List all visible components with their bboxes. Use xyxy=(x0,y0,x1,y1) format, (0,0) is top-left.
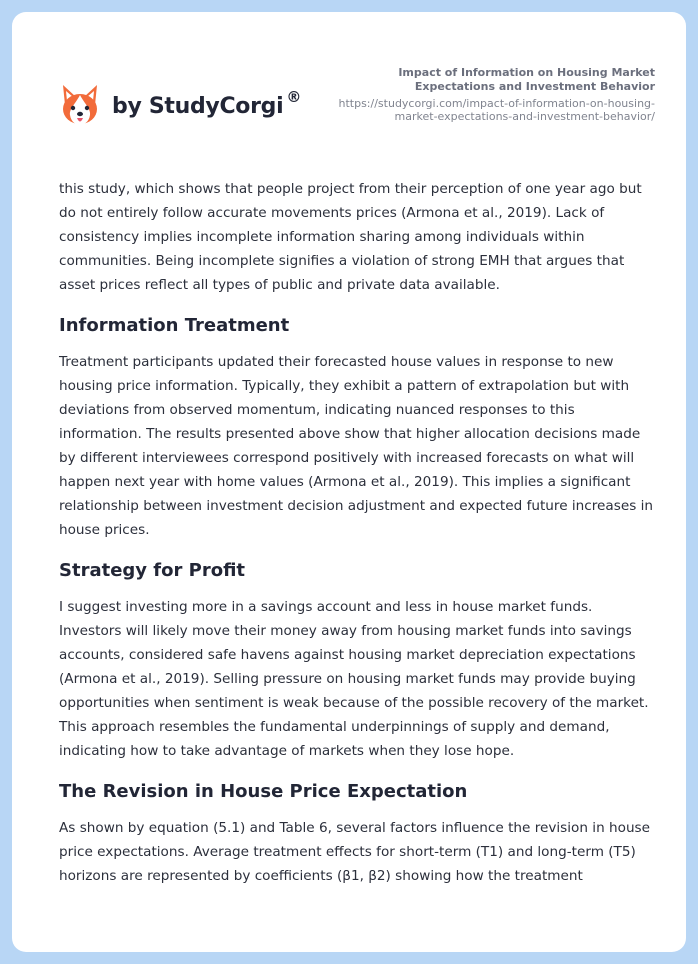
heading-information-treatment: Information Treatment xyxy=(59,315,290,336)
document-url[interactable]: https://studycorgi.com/impact-of-information-on-housing-market-expectations-and-investment-behavior/ xyxy=(338,97,655,123)
heading-revision-house-price: The Revision in House Price Expectation xyxy=(59,781,468,802)
document-meta xyxy=(315,66,655,123)
document-title: Impact of Information on Housing Market Expectations and Investment Behavior xyxy=(398,66,655,93)
studycorgi-logo[interactable] xyxy=(60,76,301,136)
registered-mark: ® xyxy=(286,88,302,106)
paragraph-strategy-for-profit: I suggest investing more in a savings account and less in house market funds. Investors will likely move their money away from housing market funds into savings accounts, considered safe havens against housing market depreciation expectations (Armona et al., 2019). Selling pressure on housing market funds may provide buying opportunities when sentiment is weak because of the possible recovery of the market. This approach resembles the fundamental underpinnings of supply and demand, indicating how to take advantage of markets when they lose hope. xyxy=(59,599,649,759)
document-page xyxy=(12,12,686,952)
document-body xyxy=(59,177,659,888)
paragraph-revision-house-price: As shown by equation (5.1) and Table 6, several factors influence the revision in house price expectations. Average treatment effects for short-term (T1) and long-term (T5) horizons are represented by coefficients (β1, β2) showing how the treatment xyxy=(59,820,651,884)
intro-paragraph: this study, which shows that people project from their perception of one year ago but do not entirely follow accurate movements prices (Armona et al., 2019). Lack of consistency implies incomplete information sharing among individuals within communities. Being incomplete signifies a violation of strong EMH that argues that asset prices reflect all types of public and private data available. xyxy=(59,181,642,293)
paragraph-information-treatment: Treatment participants updated their forecasted house values in response to new housing price information. Typically, they exhibit a pattern of extrapolation but with deviations from observed momentum, indicating nuanced responses to this information. The results presented above show that higher allocation decisions made by different interviewees correspond positively with increased forecasts on what will happen next year with home values (Armona et al., 2019). This implies a significant relationship between investment decision adjustment and expected future increases in house prices. xyxy=(59,354,653,538)
heading-strategy-for-profit: Strategy for Profit xyxy=(59,560,246,581)
brand-name: by StudyCorgi xyxy=(112,93,284,119)
corgi-logo-icon xyxy=(60,83,100,129)
